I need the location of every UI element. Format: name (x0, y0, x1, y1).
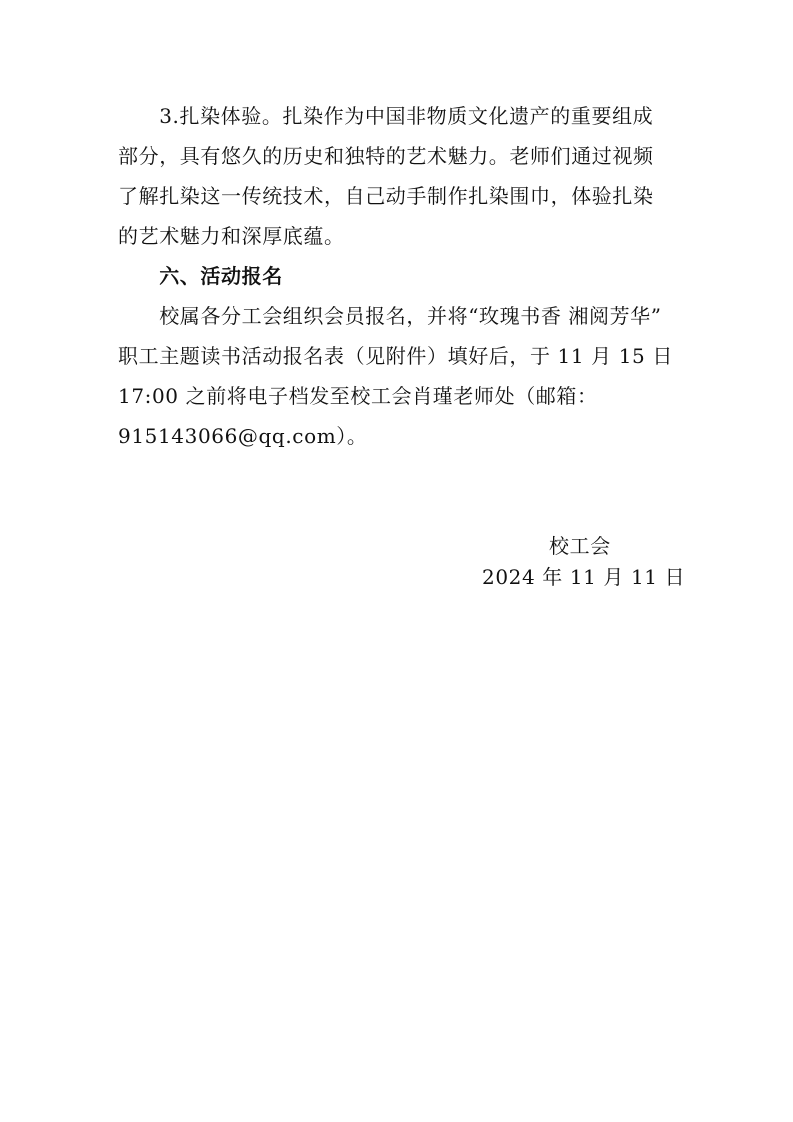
signature-org: 校工会 (549, 534, 611, 558)
paragraph-line: 的艺术魅力和深厚底蕴。 (118, 224, 345, 248)
paragraph-line: 职工主题读书活动报名表（见附件）填好后，于 11 月 15 日 (118, 344, 673, 368)
paragraph-line: 校属各分工会组织会员报名，并将“玫瑰书香 湘阅芳华” (118, 304, 662, 328)
paragraph-line: 了解扎染这一传统技术，自己动手制作扎染围巾，体验扎染 (118, 184, 654, 208)
paragraph-line: 17:00 之前将电子档发至校工会肖瑾老师处（邮箱： (118, 384, 598, 408)
paragraph-line: 3.扎染体验。扎染作为中国非物质文化遗产的重要组成 (118, 104, 654, 128)
signature-date: 2024 年 11 月 11 日 (482, 565, 686, 589)
email-line: 915143066@qq.com）。 (118, 424, 368, 448)
section-heading: 六、活动报名 (118, 264, 283, 288)
paragraph-line: 部分，具有悠久的历史和独特的艺术魅力。老师们通过视频 (118, 144, 654, 168)
